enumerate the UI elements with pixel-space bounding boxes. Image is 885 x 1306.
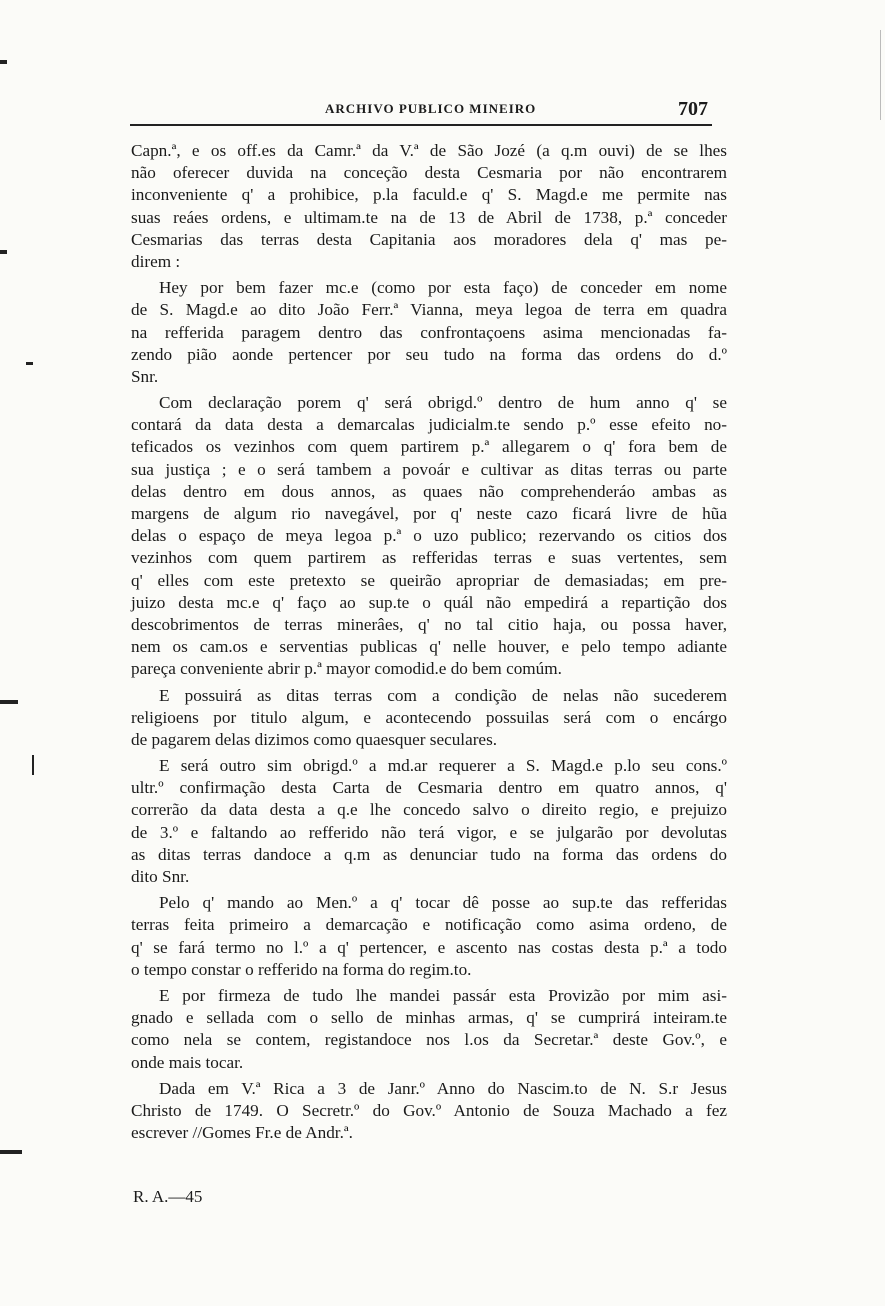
text-line: Pelo q' mando ao Men.º a q' tocar dê posse ao sup.te das refferidas — [159, 893, 727, 913]
text-line: q' se fará termo no l.º a q' pertencer, e ascento nas costas desta p.ª a todo — [131, 937, 727, 957]
text-line: sua justiça ; e o será tambem a povoár e cultivar as ditas terras ou parte — [131, 459, 727, 479]
text-line: direm : — [131, 251, 181, 271]
paragraph — [131, 1078, 727, 1145]
text-line: correrão da data desta a q.e lhe concedo salvo o direito regio, e prejuizo — [131, 800, 727, 820]
text-line: gnado e sellada com o sello de minhas armas, q' se cumprirá inteiram.te — [131, 1008, 727, 1028]
text-line: pareça conveniente abrir p.ª mayor comodid.e do bem comúm. — [131, 659, 562, 679]
text-line: delas o espaço de meya legoa p.ª o uzo publico; rezervando os citios dos — [131, 526, 727, 546]
text-line: vezinhos com quem partirem as refferidas terras e suas vertentes, sem — [131, 548, 727, 568]
text-line: E será outro sim obrigd.º a md.ar requerer a S. Magd.e p.lo seu cons.º — [159, 756, 727, 776]
text-line: Com declaração porem q' será obrigd.º dentro de hum anno q' se — [159, 393, 727, 413]
paragraph — [131, 685, 727, 752]
running-header — [130, 98, 710, 122]
text-line: margens de algum rio navegável, por q' neste cazo ficará livre de hũa — [131, 504, 727, 523]
text-line: Hey por bem fazer mc.e (como por esta faço) de conceder em nome — [159, 278, 727, 298]
text-line: terras feita primeiro a demarcação e notificação como asima ordeno, de — [131, 915, 727, 935]
text-line: E possuirá as ditas terras com a condição de nelas não sucederem — [159, 685, 727, 705]
body-text — [131, 140, 727, 1144]
paragraph — [131, 892, 727, 981]
text-line: ultr.º confirmação desta Carta de Cesmaria dentro em quatro annos, q' — [131, 778, 727, 798]
text-line: o tempo constar o refferido na forma do regim.to. — [131, 959, 472, 979]
text-line: escrever //Gomes Fr.e de Andr.ª. — [131, 1123, 353, 1143]
text-line: zendo pião aonde pertencer por seu tudo na forma das ordens do d.º — [131, 344, 727, 364]
text-line: Christo de 1749. O Secretr.º do Gov.º Antonio de Souza Machado a fez — [131, 1100, 727, 1120]
margin-mark — [0, 1150, 22, 1154]
page-number: 707 — [678, 98, 708, 120]
paragraph — [131, 392, 727, 680]
margin-mark — [880, 30, 881, 120]
text-line: E por firmeza de tudo lhe mandei passár esta Provizão por mim asi- — [159, 985, 727, 1005]
text-line: de 3.º e faltando ao refferido não terá vigor, e se julgarão por devolutas — [131, 822, 727, 842]
margin-mark — [32, 755, 34, 775]
text-line: descobrimentos de terras minerâes, q' no tal citio haja, ou possa haver, — [131, 614, 727, 634]
paragraph — [131, 277, 727, 388]
text-line: contará da data desta a demarcalas judicialm.te sendo p.º esse efeito no- — [131, 415, 727, 435]
margin-mark — [0, 700, 18, 704]
text-line: dito Snr. — [131, 867, 190, 886]
text-line: Dada em V.ª Rica a 3 de Janr.º Anno do Nascim.to de N. S.r Jesus — [159, 1078, 727, 1098]
paragraph — [131, 755, 727, 888]
margin-mark — [0, 250, 7, 254]
text-line: as ditas terras dandoce a q.m as denunciar tudo na forma das ordens do — [131, 844, 727, 864]
text-line: inconveniente q' a prohibice, p.la faculd.e q' S. Magd.e me permite nas — [131, 185, 727, 205]
header-rule — [130, 124, 712, 126]
text-line: suas reáes ordens, e ultimam.te na de 13 de Abril de 1738, p.ª conceder — [131, 207, 727, 227]
text-line: q' elles com este pretexto se queirão apropriar de demasiadas; em pre- — [131, 570, 727, 590]
text-line: juizo desta mc.e q' faço ao sup.te o quál não empedirá a repartição dos — [131, 592, 727, 612]
text-line: de pagarem delas dizimos como quaesquer seculares. — [131, 729, 498, 749]
text-line: como nela se contem, registandoce nos l.os da Secretar.ª deste Gov.º, e — [131, 1030, 727, 1050]
text-line: Snr. — [131, 366, 159, 386]
text-line: delas dentro em dous annos, as quaes não comprehenderáo ambas as — [131, 481, 727, 501]
signature-mark: R. A.—45 — [133, 1187, 203, 1206]
paragraph — [131, 985, 727, 1074]
text-line: onde mais tocar. — [131, 1052, 244, 1072]
text-line: na refferida paragem dentro das confrontaçoens asima mencionadas fa- — [131, 322, 727, 342]
text-line: Capn.ª, e os off.es da Camr.ª da V.ª de São Jozé (a q.m ouvi) de se lhes — [131, 141, 727, 160]
text-line: nem os cam.os e serventias publicas q' nelle houver, e pelo tempo adiante — [131, 637, 727, 657]
text-line: Cesmarias das terras desta Capitania aos moradores dela q' mas pe- — [131, 229, 727, 249]
margin-mark — [26, 362, 33, 365]
text-line: teficados os vezinhos com quem partirem p.ª allegarem o q' fora bem de — [131, 437, 727, 457]
text-line: religioens por titulo algum, e acontecendo possuilas será com o encárgo — [131, 707, 727, 727]
text-line: não oferecer duvida na conceção desta Cesmaria por não encontrarem — [131, 163, 727, 183]
paragraph — [131, 140, 727, 273]
text-line: de S. Magd.e ao dito João Ferr.ª Vianna, meya legoa de terra em quadra — [131, 300, 727, 320]
header-title: ARCHIVO PUBLICO MINEIRO — [325, 101, 537, 116]
margin-mark — [0, 60, 7, 64]
